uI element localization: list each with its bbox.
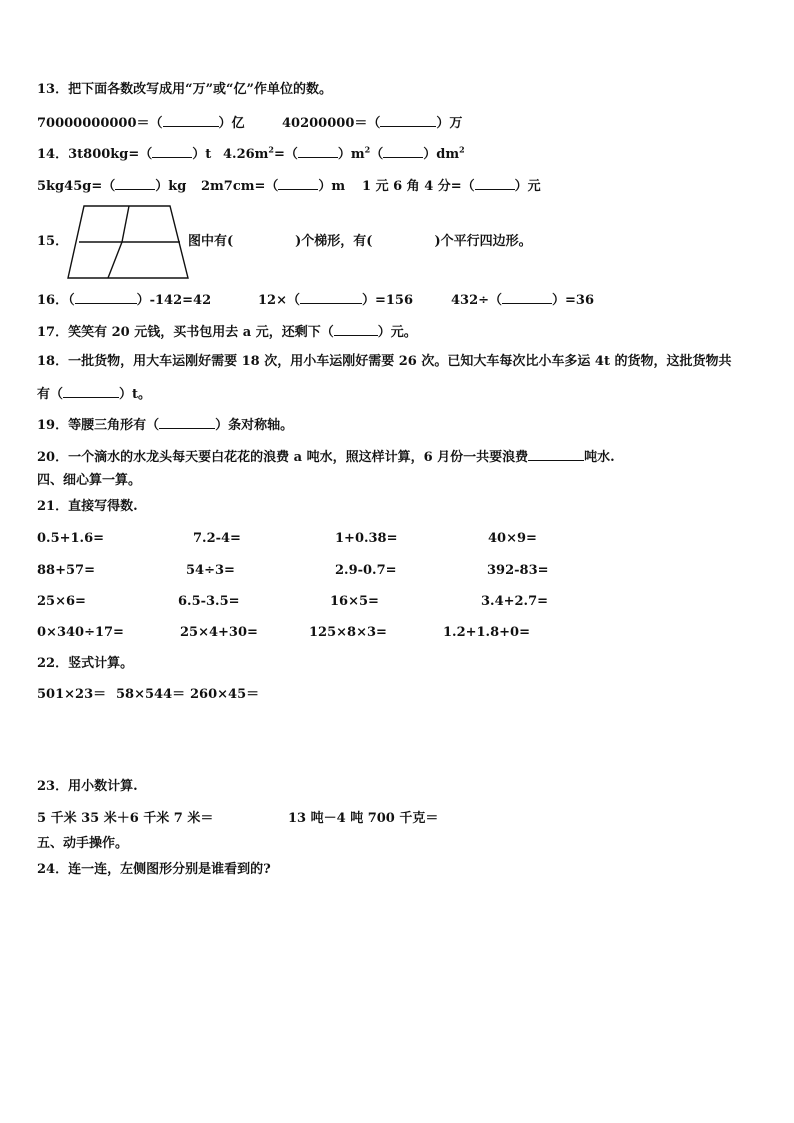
q13-a-right: ）亿 (218, 116, 245, 131)
q15-text-c: )个平行四边形。 (434, 234, 532, 249)
q13-a-left: 70000000000＝（ (37, 116, 163, 131)
q19-right: ）条对称轴。 (215, 418, 294, 433)
q14-b-mid: =（ (274, 147, 298, 162)
q15-text (188, 234, 532, 250)
q14-b-blank2[interactable] (383, 145, 423, 158)
q14-row1 (37, 145, 211, 163)
q13-items (37, 114, 245, 132)
q21-cell: 1.2+1.8+0= (443, 625, 530, 640)
q22-title: 22．竖式计算。 (37, 656, 134, 671)
q21-cell: 54÷3= (186, 563, 235, 578)
q23-title: 23．用小数计算. (37, 779, 138, 794)
q21-cell: 88+57= (37, 563, 95, 578)
q14-item-b (223, 145, 465, 163)
q18-line1: 18．一批货物，用大车运刚好需要 18 次，用小车运刚好需要 26 次。已知大车每次比小车多运 4t 的货物，这批货物共 (37, 354, 732, 369)
q13-text: 13．把下面各数改写成用“万”或“亿”作单位的数。 (37, 82, 333, 97)
q23-item-a: 5 千米 35 米＋6 千米 7 米＝ (37, 811, 214, 826)
q16-a-right: ）-142=42 (136, 293, 212, 308)
q14-a-right: ）t (192, 147, 212, 162)
q18-line2-left: 有（ (37, 387, 64, 402)
q17-blank[interactable] (334, 323, 378, 336)
q14-a-blank[interactable] (152, 145, 192, 158)
q21-cell: 2.9-0.7= (335, 563, 397, 578)
q14-b-right: ）dm (423, 147, 460, 162)
q17-left: 17．笑笑有 20 元钱，买书包用去 a 元，还剩下（ (37, 325, 334, 340)
q14-c-blank[interactable] (115, 177, 155, 190)
q21-cell: 1+0.38= (335, 531, 398, 546)
q14-num: 14． (37, 147, 69, 162)
q16-b-left: 12×（ (258, 293, 300, 308)
q21-cell: 0.5+1.6= (37, 531, 105, 546)
q21-cell: 125×8×3= (309, 625, 387, 640)
q20-left: 20．一个滴水的水龙头每天要白花花的浪费 a 吨水，照这样计算，6 月份一共要浪费 (37, 450, 529, 465)
q13-b-right: ）万 (436, 116, 463, 131)
q15-num: 15． (37, 234, 69, 249)
q19-left: 19．等腰三角形有（ (37, 418, 160, 433)
q21-title: 21．直接写得数. (37, 499, 138, 514)
q14-b-sup: 2 (268, 144, 274, 155)
q14-e-blank[interactable] (475, 177, 515, 190)
q16-c-right: ）=36 (552, 293, 595, 308)
q19-blank[interactable] (159, 416, 215, 429)
q14-b-mid3: （ (370, 147, 384, 162)
q18-blank[interactable] (63, 385, 119, 398)
q13-a-blank[interactable] (163, 114, 219, 127)
q23-item-b: 13 吨－4 吨 700 千克＝ (288, 811, 439, 826)
q14-e-right: ）元 (514, 179, 541, 194)
q16-a-left: 16．（ (37, 293, 75, 308)
q14-a-left: 3t800kg=（ (68, 147, 153, 162)
q20 (37, 448, 615, 466)
q22-item: 501×23＝ (37, 687, 107, 702)
q21-cell: 3.4+2.7= (481, 594, 549, 609)
q21-cell: 7.2-4= (193, 531, 241, 546)
q14-b-blank1[interactable] (298, 145, 338, 158)
q14-b-mid2: ）m (337, 147, 365, 162)
q20-blank[interactable] (528, 448, 584, 461)
q16-item-b (258, 291, 413, 309)
q18-line2 (37, 385, 151, 403)
q16-c-left: 432÷（ (451, 293, 503, 308)
q16-b-right: ）=156 (361, 293, 414, 308)
q16-c-blank[interactable] (502, 291, 552, 304)
q17 (37, 323, 417, 341)
q14-b-left: 4.26m (223, 147, 269, 162)
q13-b-blank[interactable] (380, 114, 436, 127)
q14-item-e (362, 177, 541, 195)
section-4-heading: 四、细心算一算。 (37, 473, 142, 488)
q22-item: 260×45＝ (190, 687, 260, 702)
q21-cell: 40×9= (488, 531, 537, 546)
q14-b-sup3: 2 (459, 144, 465, 155)
q15-text-a: 图中有( (188, 234, 234, 249)
q16-item-a (37, 291, 211, 309)
q22-item: 58×544＝ (116, 687, 186, 702)
section-5-heading: 五、动手操作。 (37, 836, 129, 851)
q18-line2-right: ）t。 (119, 387, 152, 402)
q14-c-right: ）kg (155, 179, 187, 194)
q21-cell: 6.5-3.5= (178, 594, 240, 609)
q21-cell: 16×5= (330, 594, 379, 609)
q16-a-blank[interactable] (75, 291, 137, 304)
q13-item-b (282, 114, 462, 132)
q15-trapezoid-figure (66, 204, 190, 280)
q14-item-d (201, 177, 345, 195)
q15-text-b: )个梯形，有( (295, 234, 373, 249)
q14-d-left: 2m7cm=（ (201, 179, 279, 194)
q21-cell: 0×340÷17= (37, 625, 124, 640)
q14-row2 (37, 177, 186, 195)
q17-right: ）元。 (377, 325, 417, 340)
q14-c-left: 5kg45g=（ (37, 179, 116, 194)
q16-b-blank[interactable] (300, 291, 362, 304)
q24: 24．连一连，左侧图形分别是谁看到的? (37, 862, 271, 877)
q14-b-sup2: 2 (364, 144, 371, 155)
q16-item-c (451, 291, 594, 309)
q13-b-left: 40200000＝（ (282, 116, 381, 131)
q20-right: 吨水. (584, 450, 615, 465)
q19 (37, 416, 293, 434)
q21-cell: 392-83= (487, 563, 549, 578)
q21-cell: 25×6= (37, 594, 86, 609)
q21-cell: 25×4+30= (180, 625, 258, 640)
q14-e-left: 1 元 6 角 4 分=（ (362, 179, 475, 194)
q14-d-blank[interactable] (278, 177, 318, 190)
q14-d-right: ）m (318, 179, 346, 194)
